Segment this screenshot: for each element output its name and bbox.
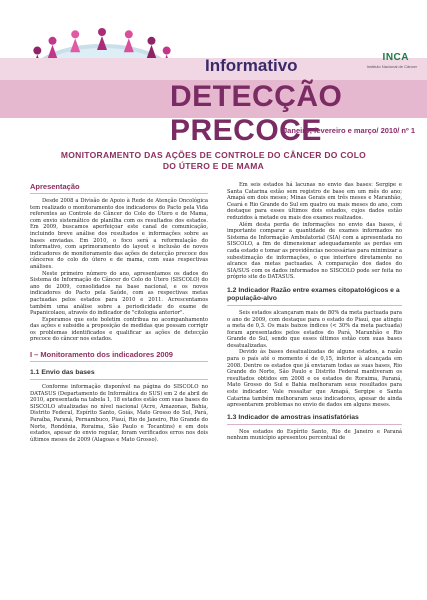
- subsection-heading-envio: 1.1 Envio das bases: [30, 369, 95, 377]
- paragraph: Desde 2008 a Divisão de Apoio à Rede de Atenção Oncológica tem realizado o monitoramento dos indicadores do Pacto pela Vida referentes ao Controle do Câncer do Colo do Útero e de Mama, com envio sistemático de planilha com os resultados dos estados. Em 2009, buscamos aperfeiçoar este canal de comunicação, incluindo breve análise dos resultados e informações sobre as bases enviadas. Em 2010, o foco será a reformulação do informativo, com aprimoramento do layout e inclusão de novos indicadores de monitoramento das ações de detecção precoce dos cânceres do colo do útero e de mama, com suas respectivas análises.: [30, 198, 208, 270]
- paragraph: Seis estados alcançaram mais de 80% da meta pactuada para o ano de 2009, com destaque para o estado do Piauí, que atingiu a meta de 0,3. Os mais baixos índices (< 30% da meta pactuada) foram apresentados pelos estados do Pará, Maranhão e Rio Grande do Sul, sendo que esses últimos estão com suas bases desatualizadas.: [227, 309, 402, 349]
- page-title: MONITORAMENTO DAS AÇÕES DE CONTROLE DO CÂNCER DO COLO DO ÚTERO E DE MAMA: [60, 150, 367, 171]
- paragraph: Em seis estados há lacunas no envio das bases: Sergipe e Santa Catarina estão sem registro de base em um mês do ano; Amapá em dois meses; Minas Gerais em três meses e Maranhão, Ceará e Rio Grande do Sul em quatro ou mais meses do ano, com destaque para esses últimos dois estados, cujos dados estão reduzidos à metade ou mais dos exames realizados.: [227, 182, 402, 221]
- publication-label: Informativo: [205, 56, 298, 75]
- paragraph: Conforme informação disponível na página do SISCOLO no DATASUS (Departamento de Informática do SUS) em 2 de abril de 2010, apresentada na tabela 1, 18 estados estão com suas bases do SISCOLO atualizadas no nível nacional (Acre, Amazonas, Bahia, Distrito Federal, Espírito Santo, Goiás, Mato Grosso do Sul, Pará, Paraíba, Paraná, Pernambuco, Piauí, Rio de Janeiro, Rio Grande do Norte, Rondônia, Roraima, São Paulo e Tocantins) e em dois estados, apesar do envio regular, foram verificados erros nos dois últimos meses de 2009 (Alagoas e Mato Grosso).: [30, 384, 208, 443]
- paragraph: Devido às bases desatualizadas de alguns estados, a razão para o país até o momento é de 0,15, inferior à alcançada em 2008. Dentre os estados que já enviaram todas as suas bases, Rio Grande do Norte, São Paulo e Distrito Federal mantiveram os resultados obtidos em 2008 e os estados de Roraima, Paraná, Mato Grosso do Sul e Bahia melhoraram seus resultados para este indicador. Vale ressaltar que Amapá, Sergipe e Santa Catarina também melhoraram seus indicadores, apesar de ainda apresentarem problemas no envio de dados em alguns meses.: [227, 349, 402, 409]
- inca-logo: INCA: [382, 52, 409, 63]
- divider: [30, 361, 208, 362]
- subsection-heading-amostras: 1.3 Indicador de amostras insatisfatórias: [227, 413, 359, 421]
- divider: [30, 379, 208, 380]
- inca-logo-subtitle: Instituto Nacional de Câncer: [366, 64, 417, 69]
- divider: [30, 193, 208, 194]
- section-heading-apresentacao: Apresentação: [30, 182, 80, 191]
- paragraph: Neste primeiro número do ano, apresentamos os dados do Sistema de Informação do Câncer do Colo do Útero (SISCOLO) do ano de 2009, consolidados na base nacional, e os novos indicadores do Pacto pela Saúde, com as respectivas metas pactuadas pelos estados para 2010 e 2011. Acrescentamos também uma análise sobre a periodicidade do exame de Papanicolaou, através do indicador de "citologia anterior".: [30, 270, 208, 317]
- paragraph: Nos estados do Espírito Santo, Rio de Janeiro e Paraná nenhum município apresentou percentual de: [227, 428, 402, 442]
- divider: [227, 424, 402, 425]
- masthead: [0, 0, 427, 150]
- section-heading-monitoramento: I – Monitoramento dos indicadores 2009: [30, 350, 173, 360]
- divider: [227, 305, 402, 306]
- publication-title: DETECÇÃO PRECOCE: [170, 80, 343, 147]
- paragraph: Além desta perda de informações no envio das bases, é importante comparar a quantidade de exames informados no Sistema de Informação Ambulatorial (SIA) com a apresentada no SISCOLO, a fim de dimensionar adequadamente as perdas em cada estado e tomar as providências necessárias para minimizar a subestimação de informações, o que interfere diretamente no alcance das metas pactuadas. A comparação dos dados do SIA/SUS com os dados informados no SISCOLO pode ser feita no próprio site do DATASUS.: [227, 221, 402, 281]
- subsection-heading-razao: 1.2 Indicador Razão entre exames citopatológicos e a população-alvo: [227, 286, 400, 302]
- edition-line: Janeiro, fevereiro e março/ 2010/ nº 1: [283, 126, 415, 135]
- right-column: [227, 182, 402, 442]
- left-column: [30, 182, 208, 443]
- paragraph: Esperamos que este boletim contribua no acompanhamento das ações e subsidie a proposição de medidas que possam corrigir os problemas identificados e qualificar as ações de detecção precoce do câncer nos estados.: [30, 316, 208, 343]
